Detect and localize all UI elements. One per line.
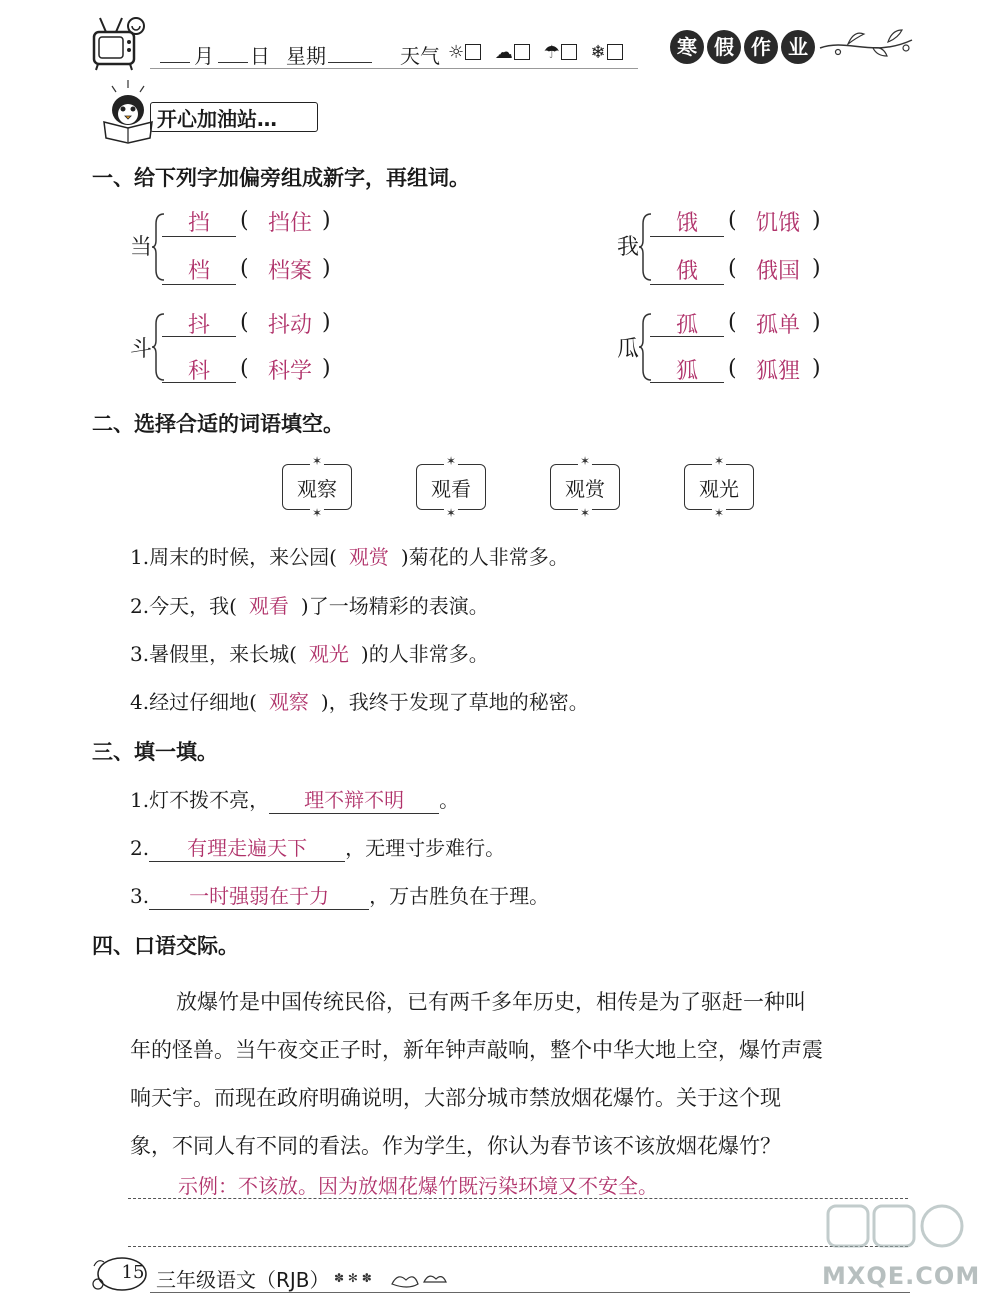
answer-phrase: 理不辩不明 bbox=[269, 784, 439, 814]
watermark-text: MXQE.COM bbox=[822, 1262, 981, 1290]
branch-decoration-icon bbox=[818, 18, 914, 64]
word-option: ✶ 观赏 ✶ bbox=[550, 464, 620, 510]
fill-sentence: 4.经过仔细地( 观察 )，我终于发现了草地的秘密。 bbox=[130, 690, 589, 714]
svg-text:✽ ✻ ✽: ✽ ✻ ✽ bbox=[334, 1271, 372, 1285]
answer-example: 示例：不该放。因为放烟花爆竹既污染环境又不安全。 bbox=[178, 1174, 658, 1198]
tv-mascot-icon bbox=[88, 12, 152, 76]
day-label: 日 bbox=[250, 44, 270, 68]
brand-title bbox=[670, 30, 818, 64]
passage-line: 放爆竹是中国传统民俗，已有两千多年历史，相传是为了驱赶一种叫 bbox=[176, 990, 806, 1014]
passage bbox=[130, 978, 910, 1170]
section3-title: 三、填一填。 bbox=[92, 740, 218, 764]
base-char: 当 bbox=[130, 235, 153, 260]
page-number: 15 bbox=[121, 1262, 145, 1283]
weather-checkbox[interactable] bbox=[514, 44, 530, 60]
section2-title: 二、选择合适的词语填空。 bbox=[92, 412, 344, 436]
answer-word: 狐狸 bbox=[755, 359, 800, 384]
snow-icon: ❄ bbox=[590, 42, 606, 63]
rain-icon: ☂ bbox=[543, 42, 560, 63]
answer-line bbox=[128, 1198, 908, 1199]
answer-word: 观看 bbox=[248, 594, 289, 618]
answer-word: 科学 bbox=[267, 359, 312, 384]
answer-word: 饥饿 bbox=[755, 211, 800, 236]
fill-line: 2. 有理走遍天下 ，无理寸步难行。 bbox=[130, 832, 505, 862]
word-option: ✶ 观察 ✶ bbox=[282, 464, 352, 510]
banner-title: 开心加油站… bbox=[157, 106, 277, 131]
answer-char: 挡 bbox=[187, 211, 210, 236]
sun-icon: ☼ bbox=[448, 42, 465, 63]
answer-word: 孤单 bbox=[755, 313, 800, 338]
month-label: 月 bbox=[194, 44, 214, 68]
answer-phrase: 一时强弱在于力 bbox=[149, 880, 369, 910]
answer-char: 科 bbox=[187, 359, 210, 384]
fill-sentence: 3.暑假里，来长城( 观光 )的人非常多。 bbox=[130, 642, 489, 666]
answer-word: 观光 bbox=[308, 642, 349, 666]
passage-line: 象，不同人有不同的看法。作为学生，你认为春节该不该放烟花爆竹？ bbox=[130, 1134, 781, 1158]
word-option: ✶ 观光 ✶ bbox=[684, 464, 754, 510]
weekday-label: 星期 bbox=[286, 44, 326, 68]
section4-title: 四、口语交际。 bbox=[92, 934, 239, 958]
base-char: 斗 bbox=[130, 337, 153, 362]
answer-line bbox=[128, 1246, 908, 1247]
answer-char: 狐 bbox=[675, 359, 698, 384]
weather-label: 天气 bbox=[400, 44, 440, 68]
answer-word: 俄国 bbox=[755, 259, 800, 284]
answer-word: 观察 bbox=[268, 690, 309, 714]
answer-char: 饿 bbox=[675, 211, 698, 236]
fill-line: 1.灯不拨不亮， 理不辩不明 。 bbox=[130, 784, 459, 814]
weather-checkbox[interactable] bbox=[465, 44, 481, 60]
penguin-reading-icon bbox=[94, 78, 158, 144]
base-char: 我 bbox=[617, 235, 640, 260]
book-label: 三年级语文（RJB） bbox=[156, 1268, 330, 1292]
footer-rule bbox=[150, 1292, 910, 1293]
brand-char: 业 bbox=[781, 30, 815, 64]
answer-phrase: 有理走遍天下 bbox=[149, 832, 345, 862]
brand-char: 寒 bbox=[670, 30, 704, 64]
fill-line: 3. 一时强弱在于力 ，万古胜负在于理。 bbox=[130, 880, 549, 910]
answer-char: 抖 bbox=[187, 313, 210, 338]
passage-line: 响天宇。而现在政府明确说明，大部分城市禁放烟花爆竹。关于这个现 bbox=[130, 1086, 781, 1110]
answer-word: 挡住 bbox=[267, 211, 312, 236]
section1-title: 一、给下列字加偏旁组成新字，再组词。 bbox=[92, 166, 470, 190]
brand-char: 假 bbox=[707, 30, 741, 64]
answer-word: 抖动 bbox=[267, 313, 312, 338]
weather-checkbox[interactable] bbox=[607, 44, 623, 60]
cloud-icon: ☁ bbox=[494, 42, 513, 63]
weather-checkbox[interactable] bbox=[561, 44, 577, 60]
fill-sentence: 2.今天，我( 观看 )了一场精彩的表演。 bbox=[130, 594, 489, 618]
answer-char: 孤 bbox=[675, 313, 698, 338]
passage-line: 年的怪兽。当午夜交正子时，新年钟声敲响，整个中华大地上空，爆竹声震 bbox=[130, 1038, 823, 1062]
flower-decoration-icon bbox=[332, 1262, 452, 1292]
brand-char: 作 bbox=[744, 30, 778, 64]
header-rule bbox=[150, 68, 638, 69]
word-option: ✶ 观看 ✶ bbox=[416, 464, 486, 510]
answer-char: 俄 bbox=[675, 259, 698, 284]
fill-sentence: 1.周末的时候，来公园( 观赏 )菊花的人非常多。 bbox=[130, 545, 569, 569]
answer-char: 档 bbox=[187, 259, 210, 284]
answer-word: 观赏 bbox=[348, 545, 389, 569]
base-char: 瓜 bbox=[617, 337, 640, 362]
answer-word: 档案 bbox=[267, 259, 312, 284]
